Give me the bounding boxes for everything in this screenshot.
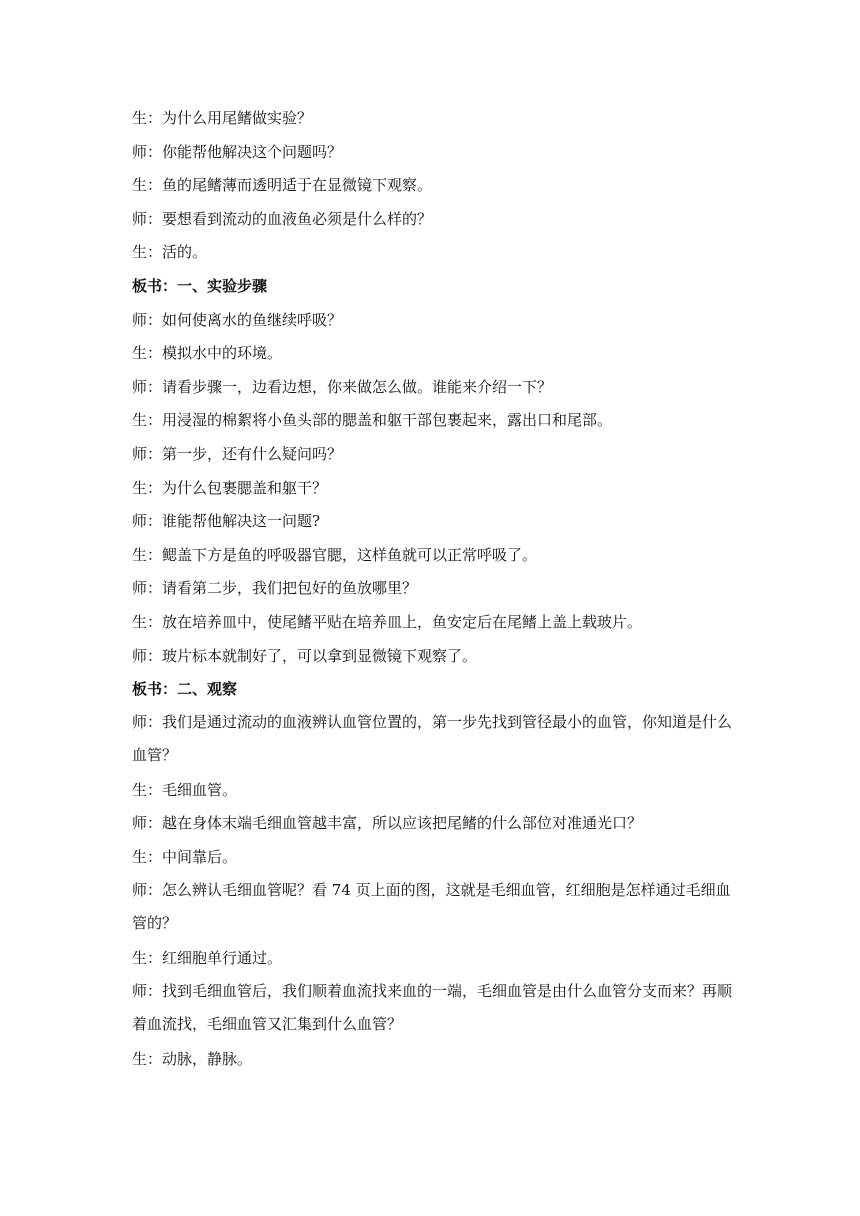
dialogue-line: 师：我们是通过流动的血液辨认血管位置的，第一步先找到管径最小的血管，你知道是什么血管？ — [132, 712, 733, 765]
board-heading: 板书：一、实验步骤 — [132, 276, 268, 295]
dialogue-line: 师：请看第二步，我们把包好的鱼放哪里？ — [132, 579, 418, 598]
dialogue-line: 生：活的。 — [132, 243, 208, 262]
dialogue-line: 师：第一步，还有什么疑问吗？ — [132, 444, 343, 463]
dialogue-line: 生：红细胞单行通过。 — [132, 948, 283, 967]
dialogue-line: 生：鳃盖下方是鱼的呼吸器官腮，这样鱼就可以正常呼吸了。 — [132, 545, 538, 564]
dialogue-line: 生：为什么包裹腮盖和躯干？ — [132, 478, 328, 497]
dialogue-line: 生：模拟水中的环境。 — [132, 344, 283, 363]
dialogue-line: 生：中间靠后。 — [132, 848, 238, 867]
dialogue-line: 师：找到毛细血管后，我们顺着血流找来血的一端，毛细血管是由什么血管分支而来？再顺着血流找，毛细血管又汇集到什么血管？ — [132, 981, 733, 1034]
dialogue-line: 师：你能帮他解决这个问题吗？ — [132, 142, 343, 161]
dialogue-line: 生：为什么用尾鳍做实验？ — [132, 109, 313, 127]
dialogue-line: 生：鱼的尾鳍薄而透明适于在显微镜下观察。 — [132, 176, 433, 195]
dialogue-line: 师：谁能帮他解决这一问题? — [132, 512, 321, 531]
dialogue-line: 生：放在培养皿中，使尾鳍平贴在培养皿上，鱼安定后在尾鳍上盖上载玻片。 — [132, 612, 643, 631]
dialogue-line: 师：越在身体末端毛细血管越丰富，所以应该把尾鳍的什么部位对准通光口？ — [132, 814, 643, 833]
board-heading: 板书：二、观察 — [132, 680, 238, 699]
dialogue-line: 师：怎么辨认毛细血管呢？看 74 页上面的图，这就是毛细血管，红细胞是怎样通过毛细血管的？ — [132, 880, 731, 933]
dialogue-line: 生：动脉，静脉。 — [132, 1049, 253, 1068]
dialogue-line: 师：请看步骤一，边看边想，你来做怎么做。谁能来介绍一下？ — [132, 377, 553, 396]
document-page — [132, 108, 732, 1082]
dialogue-line: 师：如何使离水的鱼继续呼吸？ — [132, 310, 343, 329]
dialogue-line: 师：要想看到流动的血液鱼必须是什么样的？ — [132, 209, 433, 228]
dialogue-line: 生：毛细血管。 — [132, 780, 238, 799]
dialogue-line: 生：用浸湿的棉絮将小鱼头部的腮盖和躯干部包裹起来，露出口和尾部。 — [132, 411, 613, 430]
dialogue-line: 师：玻片标本就制好了，可以拿到显微镜下观察了。 — [132, 646, 478, 665]
